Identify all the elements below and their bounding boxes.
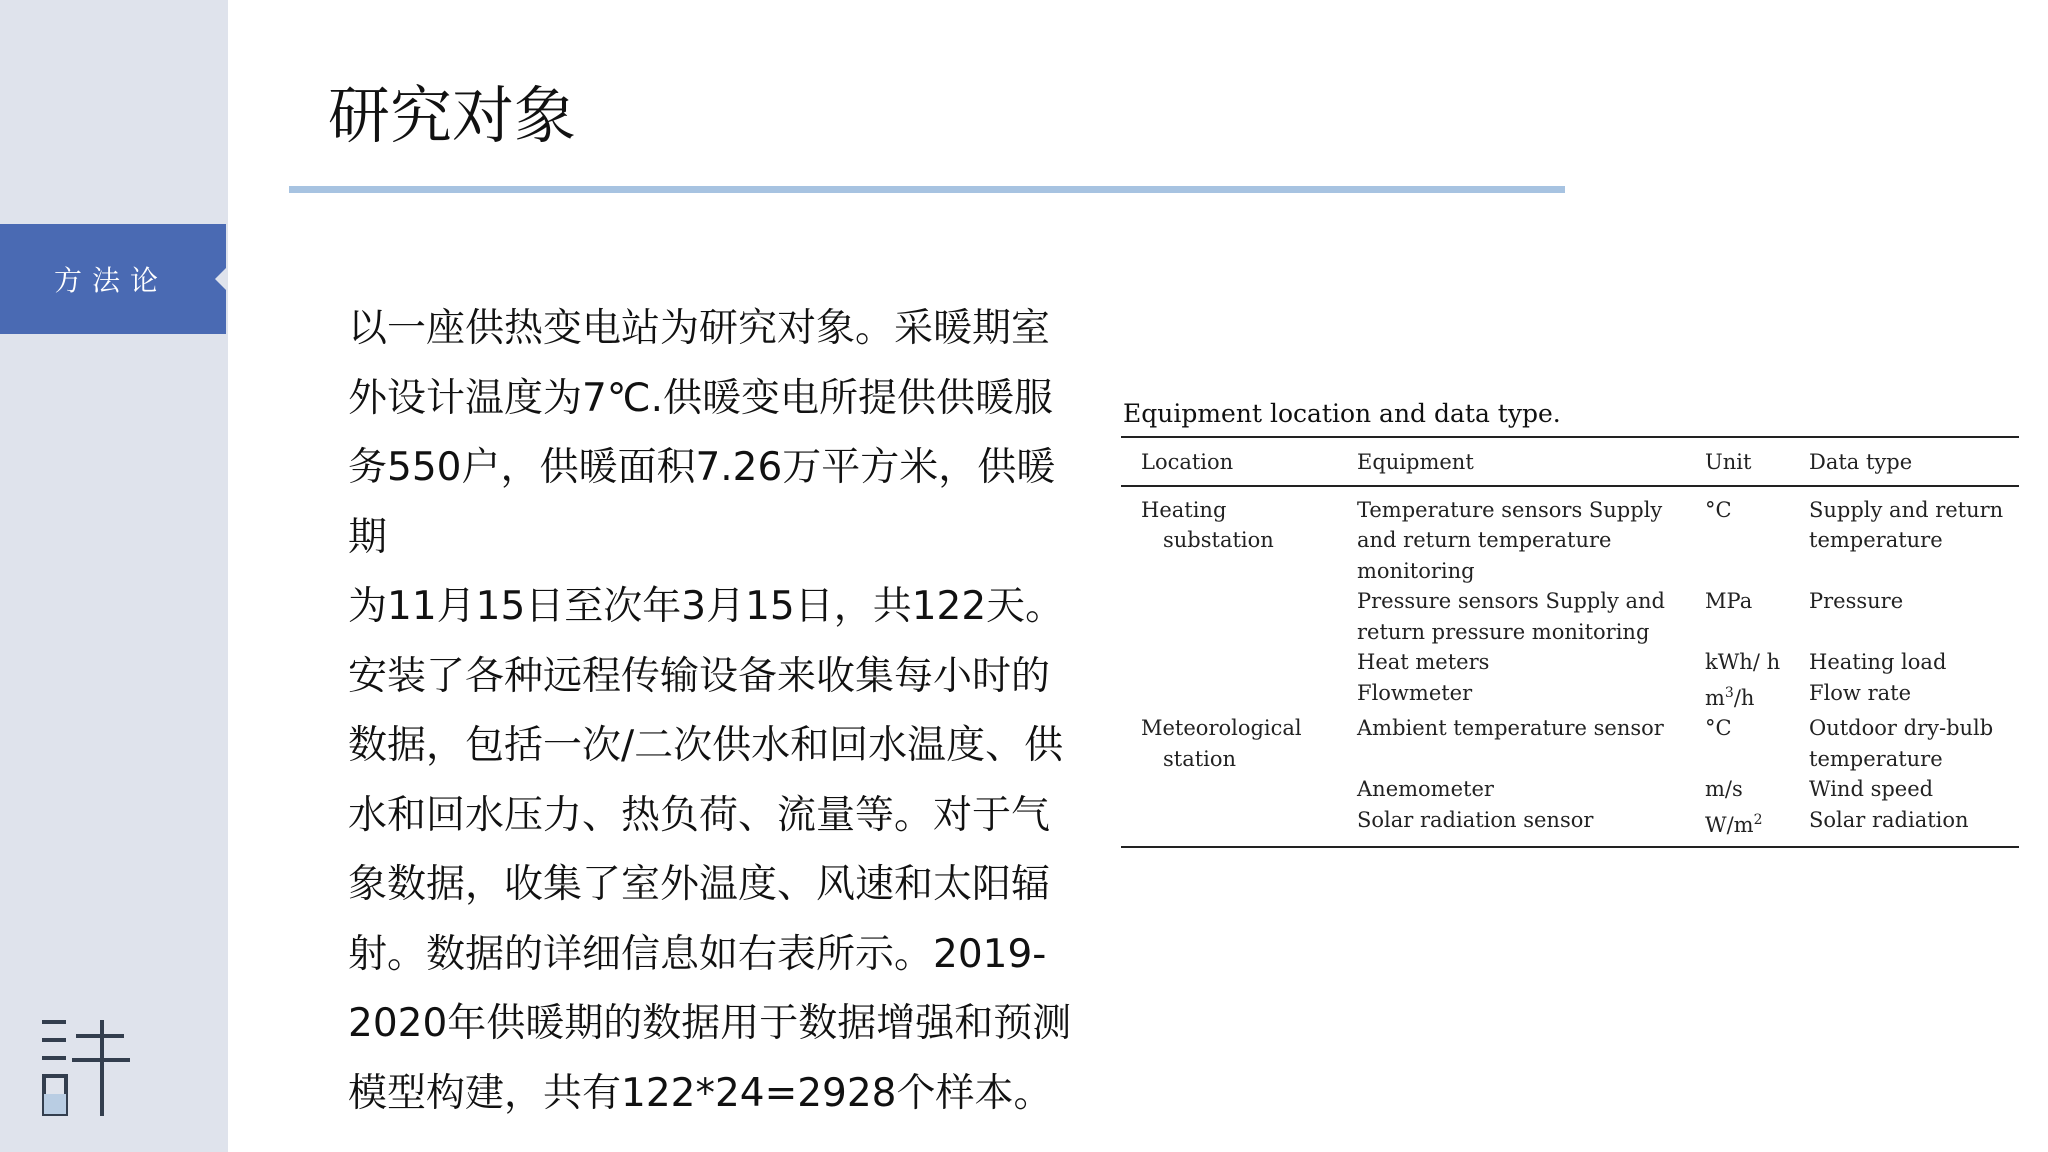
cell-data-type: Flow rate xyxy=(1809,680,1912,705)
body-line: 模型构建，共有122*24=2928个样本。 xyxy=(348,1070,1053,1116)
unit-base: MPa xyxy=(1705,589,1753,613)
cell-data-type: Supply and return temperature xyxy=(1809,497,2004,552)
location-line: Meteorological xyxy=(1141,716,1302,740)
table-caption: Equipment location and data type. xyxy=(1123,399,1561,428)
body-line: 象数据，收集了室外温度、风速和太阳辐 xyxy=(348,862,1051,907)
equipment-table xyxy=(1121,436,2019,848)
cell-data-type: Heating load xyxy=(1809,650,1947,674)
table-body xyxy=(1121,486,2019,848)
cell-equipment: Anemometer xyxy=(1357,777,1494,801)
cell-data-type: Pressure xyxy=(1809,589,1904,613)
section-tab-label: 方法论 xyxy=(53,264,168,297)
body-line: 为11月15日至次年3月15日，共122天。 xyxy=(348,584,1065,629)
table-row xyxy=(1121,486,2019,587)
body-line: 以一座供热变电站为研究对象。采暖期室 xyxy=(348,306,1051,351)
unit-suffix: /h xyxy=(1733,685,1755,710)
table-row xyxy=(1121,805,2019,848)
sidebar xyxy=(0,0,228,1152)
unit-superscript: 2 xyxy=(1753,811,1763,828)
slide-title: 研究对象 xyxy=(328,79,577,152)
cell-equipment: Pressure sensors Supply and return pressure monitoring xyxy=(1357,589,1665,644)
body-line: 2020年供暖期的数据用于数据增强和预测 xyxy=(348,1001,1072,1046)
cell-unit xyxy=(1701,678,1805,714)
cell-data-type: Outdoor dry-bulb temperature xyxy=(1809,716,1994,771)
cell-location xyxy=(1121,774,1353,805)
body-line: 安装了各种远程传输设备来收集每小时的 xyxy=(348,653,1051,699)
table-header-row xyxy=(1121,437,2019,486)
table-row xyxy=(1121,647,2019,678)
unit-base: m/s xyxy=(1705,777,1743,801)
body-line: 务550户，供暖面积7.26万平方米，供暖期 xyxy=(348,445,1056,560)
header-location: Location xyxy=(1121,437,1353,486)
cell-equipment: Ambient temperature sensor xyxy=(1357,716,1664,740)
xu-character-logo-icon xyxy=(40,1018,132,1118)
cell-data-type: Solar radiation xyxy=(1809,807,1969,832)
cell-unit xyxy=(1701,713,1805,774)
equipment-table-container xyxy=(1121,396,2021,848)
body-line: 外设计温度为7℃.供暖变电所提供供暖服 xyxy=(348,375,1054,421)
title-divider xyxy=(289,186,1565,193)
table-row xyxy=(1121,586,2019,647)
body-text xyxy=(348,294,1088,1128)
table-row xyxy=(1121,713,2019,774)
header-unit: Unit xyxy=(1701,437,1805,486)
cell-equipment: Flowmeter xyxy=(1357,680,1473,705)
location-line: station xyxy=(1163,746,1237,771)
cell-location xyxy=(1121,713,1353,774)
cell-location xyxy=(1121,805,1353,848)
body-line: 数据，包括一次/二次供水和回水温度、供 xyxy=(348,723,1064,768)
header-data-type: Data type xyxy=(1805,437,2019,486)
unit-base: W/m xyxy=(1705,812,1754,837)
body-line: 射。数据的详细信息如右表所示。2019- xyxy=(348,931,1047,977)
cell-data-type: Wind speed xyxy=(1809,777,1934,801)
cell-location xyxy=(1121,647,1353,678)
unit-base: °C xyxy=(1705,716,1732,740)
cell-unit xyxy=(1701,586,1805,647)
section-tab-methodology[interactable] xyxy=(0,224,226,334)
cell-location xyxy=(1121,486,1353,587)
cell-unit xyxy=(1701,486,1805,587)
cell-unit xyxy=(1701,647,1805,678)
cell-unit xyxy=(1701,805,1805,848)
cell-location xyxy=(1121,586,1353,647)
table-row xyxy=(1121,678,2019,714)
unit-base: kWh/ h xyxy=(1705,650,1781,674)
unit-superscript: 3 xyxy=(1724,684,1734,701)
location-line: Heating xyxy=(1141,497,1227,522)
cell-unit xyxy=(1701,774,1805,805)
table-row xyxy=(1121,774,2019,805)
body-line: 水和回水压力、热负荷、流量等。对于气 xyxy=(348,792,1051,838)
cell-equipment: Heat meters xyxy=(1357,650,1490,674)
unit-base: m xyxy=(1705,685,1725,710)
header-equipment: Equipment xyxy=(1353,437,1701,486)
location-line: substation xyxy=(1163,528,1274,552)
cell-equipment: Solar radiation sensor xyxy=(1357,807,1594,832)
cell-equipment: Temperature sensors Supply and return temperature monitoring xyxy=(1357,497,1663,583)
cell-location xyxy=(1121,678,1353,714)
unit-base: °C xyxy=(1705,497,1732,522)
